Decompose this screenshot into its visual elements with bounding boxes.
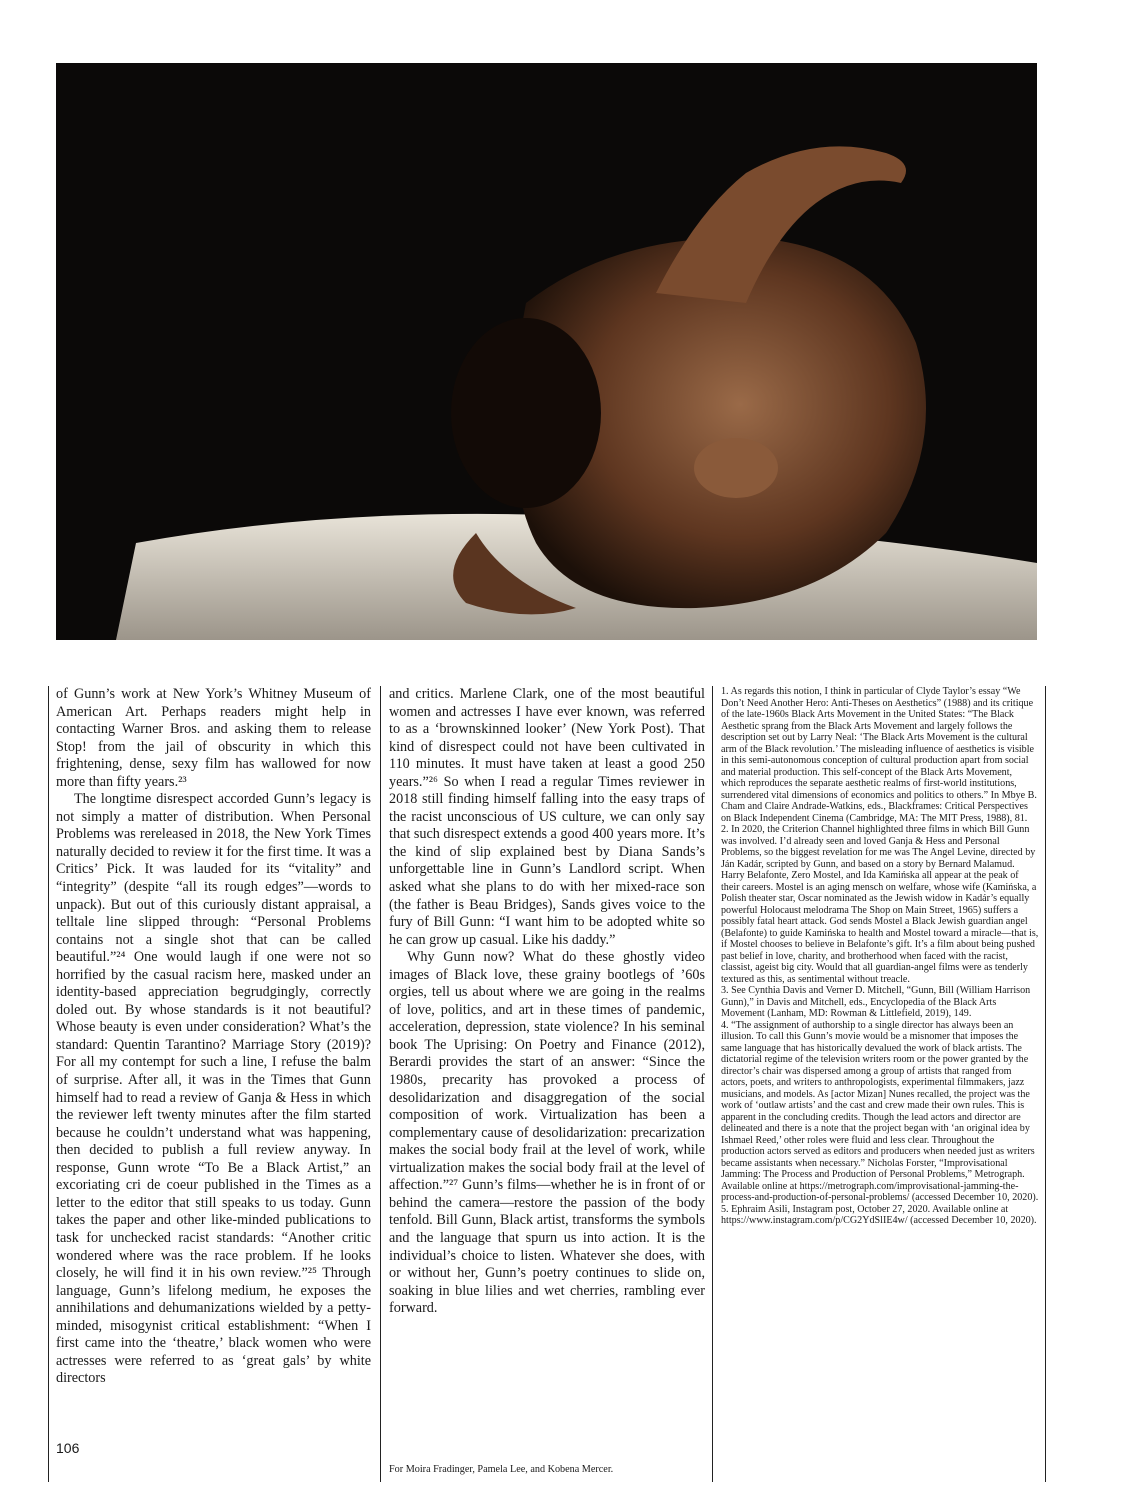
footnote: 5. Ephraim Asili, Instagram post, October 27, 2020. Available online at https://www.instagram.com/p/CG2YdSlIE4w/ (accessed December 10, 2020). [721, 1203, 1037, 1226]
footnotes-column [721, 686, 1039, 1482]
article-column-1 [56, 686, 371, 1482]
paragraph: The longtime disrespect accorded Gunn’s legacy is not simply a matter of distribution. When Personal Problems was rereleased in 2018, the New York Times naturally decided to review it for the first time. It was a Critics’ Pick. It was lauded for its “vitality” and “integrity” (despite “all its rough edges”—words to unpack). But out of this curiously distant appraisal, a telltale line slipped through: “Personal Problems contains not a single shot that can be called beautiful.”²⁴ One would laugh if one were not so horrified by the casual racism here, masked under an identity-based appreciation begrudgingly, correctly doled out. By whose standards is it not beautiful? Whose beauty is even under consideration? What’s the standard: Quentin Tarantino? Marriage Story (2019)? For all my contempt for such a line, I refuse the balm of surprise. After all, it was in the Times that Gunn himself had to read a review of Ganja & Hess in which the reviewer left twenty minutes after the film started because he couldn’t understand what was happening, then decided to publish a full review anyway. In response, Gunn wrote “To Be a Black Artist,” an excoriating cri de coeur published in the Times as a letter to the editor that still speaks to us today. Gunn takes the paper and other like-minded publications to task for unchecked racist standards: “Another critic wondered where was the race problem. If he looks closely, he will find it in his own review.”²⁵ Through language, Gunn’s lifelong medium, he exposes the annihilations and dehumanizations wielded by a petty-minded, misogynist critical establishment: “When I first came into the ‘theatre,’ black women who were actresses were referred to as ‘great gals’ by white directors [56, 791, 371, 1387]
column-rule [1045, 686, 1046, 1482]
footnote: 1. As regards this notion, I think in particular of Clyde Taylor’s essay “We Don’t Need Another Hero: Anti-Theses on Aesthetics” (1988) and its critique of the late-1960s Black Arts Movement in the United States: “The Black Aesthetic sprang from the Black Arts Movement and largely follows the description set out by Larry Neal: ‘The Black Arts Movement is the cultural arm of the Black revolution.’ The misleading influence of aesthetics is visible in this semi-autonomous conception of cultural production apart from social and material production. This self-concept of the Black Arts Movement, which reproduces the separate aesthetic realms of first-world institutions, surrendered vital dimensions of economics and politics to others.” In Mbye B. Cham and Claire Andrade-Watkins, eds., Blackframes: Critical Perspectives on Black Independent Cinema (Cambridge, MA: The MIT Press, 1988), 81. [721, 686, 1037, 824]
footnote: 3. See Cynthia Davis and Verner D. Mitchell, “Gunn, Bill (William Harrison Gunn),” in Davis and Mitchell, eds., Encyclopedia of the Black Arts Movement (Lanham, MD: Rowman & Littlefield, 2019), 149. [721, 985, 1031, 1019]
dedication: For Moira Fradinger, Pamela Lee, and Kobena Mercer. [389, 1464, 614, 1475]
column-rule [712, 686, 713, 1482]
film-still-photo [56, 63, 1037, 640]
column-rule [48, 686, 49, 1482]
paragraph: and critics. Marlene Clark, one of the most beautiful women and actresses I have ever known, was referred to as a ‘brownskinned looker’ (New York Post). That kind of disrespect could not have been cultivated in 110 minutes. It must have taken at least a good 250 years.”²⁶ So when I read a regular Times reviewer in 2018 still finding himself falling into the easy traps of the racist unconscious of US culture, we can only say that such disrespect extends a good 400 years more. It’s the kind of slip explained best by Diana Sands’s unforgettable line in Gunn’s Landlord script. When asked what she plans to do with her mixed-race son (the father is Beau Bridges), Sands gives voice to the fury of Bill Gunn: “I want him to be adopted white so he can grow up casual. Like his daddy.” [389, 686, 705, 948]
page-number: 106 [56, 1440, 80, 1456]
footnote: 2. In 2020, the Criterion Channel highlighted three films in which Bill Gunn was involved. I’d already seen and loved Ganja & Hess and Personal Problems, so the biggest revelation for me was The Angel Levine, directed by Ján Kadár, scripted by Gunn, and based on a story by Bernard Malamud. Harry Belafonte, Zero Mostel, and Ida Kamińska all appear at the peak of their careers. Mostel is an aging mensch on welfare, whose wife (Kamińska, a Polish theater star, Oscar nominated as the Jewish widow in Kadár’s equally powerful Holocaust melodrama The Shop on Main Street, 1965) suffers a possibly fatal heart attack. God sends Mostel a Black Jewish guardian angel (Belafonte) to guide Kamińska to health and Mostel toward a miracle—that is, if Mostel chooses to believe in Belafonte’s gift. It’s a film about being pushed past belief in love, charity, and brotherhood when faced with the racist, classist, ageist big city. Would that all guardian-angel films were as tenderly textured as this, as sentimental without treacle. [721, 824, 1039, 985]
article-column-2 [389, 686, 705, 1482]
film-still-photo-icon [56, 63, 1037, 640]
paragraph: of Gunn’s work at New York’s Whitney Museum of American Art. Perhaps readers might help in contacting Warner Bros. and asking them to release Stop! from the jail of obscurity in which this frightening, dense, sexy film has wallowed for now more than fifty years.²³ [56, 686, 371, 790]
column-rule [380, 686, 381, 1482]
footnote: 4. “The assignment of authorship to a single director has always been an illusion. To call this Gunn’s movie would be a misnomer that imposes the same language that has historically devalued the work of black artists. The dictatorial regime of the television writers room or the power granted by the director’s chair was dispersed among a group of artists that ranged from actors, poets, and writers to anthropologists, experimental filmmakers, jazz musicians, and models. As [actor Mizan] Nunes recalled, the project was the work of ‘outlaw artists’ and the cast and crew made their own rules. This is apparent in the concluding credits. Though the lead actors and director are delineated and there is a note that the project began with ‘an original idea by Ishmael Reed,’ other roles were fluid and less clear. Throughout the production actors served as editors and producers when needed just as writers became assistants when necessary.” Nicholas Forster, “Improvisational Jamming: The Process and Production of Personal Problems,” Metrograph. Available online at https://metrograph.com/improvisational-jamming-the-process-and-production-of-personal-problems/ (accessed December 10, 2020). [721, 1019, 1039, 1203]
paragraph: Why Gunn now? What do these ghostly video images of Black love, these grainy bootlegs of ’60s orgies, tell us about where we are going in the realms of love, politics, and art in these times of pandemic, acceleration, depression, state violence? In his seminal book The Uprising: On Poetry and Finance (2012), Berardi provides the start of an answer: “Since the 1980s, precarity has provoked a process of desolidarization and disaggregation of the social composition of work. Virtualization has been a complementary cause of desolidarization: precarization makes the social body frail at the level of work, while virtualization makes the social body frail at the level of affection.”²⁷ Gunn’s films—whether he is in front of or behind the camera—restore the passion of the body tenfold. Bill Gunn, Black artist, transforms the symbols and the language that spurn us into action. It is the individual’s choice to listen. Whatever she does, with or without her, Gunn’s poetry continues to slide on, soaking in blue lilies and wet cherries, rambling ever forward. [389, 949, 705, 1317]
